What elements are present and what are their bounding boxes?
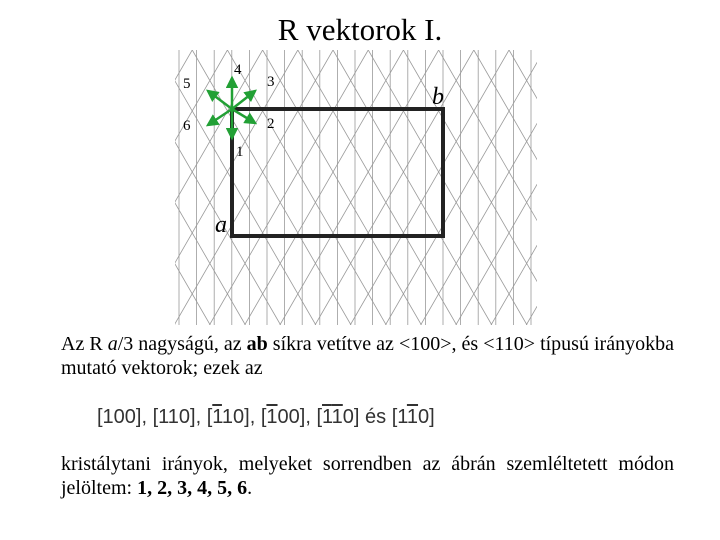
vector-label-6: 6 bbox=[183, 118, 191, 134]
lattice-figure bbox=[175, 50, 537, 325]
direction-3: 10] bbox=[221, 406, 250, 428]
direction-6: 0] bbox=[418, 406, 435, 428]
intro-text-2: /3 nagyságú, az bbox=[117, 333, 247, 355]
vector-5-arrow bbox=[208, 91, 232, 109]
direction-6-bar: 1 bbox=[406, 406, 419, 428]
direction-4-bar: 1 bbox=[266, 406, 278, 428]
vector-2-arrow bbox=[232, 109, 255, 123]
direction-5-bar-2: 1 bbox=[331, 406, 343, 428]
lattice-line bbox=[315, 50, 474, 325]
direction-1: [100] bbox=[97, 406, 142, 428]
point-a-label: a bbox=[215, 212, 227, 238]
paragraph-intro bbox=[61, 332, 674, 380]
direction-2: [110] bbox=[152, 406, 196, 428]
lattice-line bbox=[245, 50, 404, 325]
lattice-grid bbox=[175, 50, 537, 325]
slide-title: R vektorok I. bbox=[277, 12, 443, 47]
direction-formula bbox=[97, 403, 435, 431]
point-b-label: b bbox=[432, 84, 444, 110]
vector-label-4: 4 bbox=[234, 62, 242, 78]
lattice-line bbox=[192, 50, 351, 325]
lattice-line bbox=[368, 50, 527, 325]
lattice-line bbox=[175, 50, 316, 325]
lattice-line bbox=[280, 50, 439, 325]
direction-4: 00] bbox=[277, 406, 306, 428]
formula-separator: , [ bbox=[195, 406, 213, 428]
formula-separator: , bbox=[141, 406, 153, 428]
lattice-line bbox=[175, 50, 281, 325]
intro-lattice-param: a bbox=[107, 333, 118, 355]
lattice-line bbox=[350, 50, 509, 325]
formula-separator: , [ bbox=[305, 406, 323, 428]
paragraph-conclusion bbox=[61, 452, 674, 500]
lattice-line bbox=[263, 50, 422, 325]
lattice-line bbox=[474, 50, 537, 325]
lattice-line bbox=[333, 50, 492, 325]
conclusion-text: kristálytani irányok, melyeket sorrendben az ábrán szemléltetett módon jelöltem: bbox=[61, 453, 674, 499]
vector-label-1: 1 bbox=[236, 144, 244, 160]
conclusion-end: . bbox=[247, 477, 253, 499]
vector-label-3: 3 bbox=[267, 74, 275, 90]
direction-3-bar: 1 bbox=[212, 406, 222, 428]
intro-text-1: Az R bbox=[61, 333, 108, 355]
lattice-line bbox=[227, 50, 386, 325]
direction-5-bar-1: 1 bbox=[322, 406, 332, 428]
vector-label-2: 2 bbox=[267, 116, 275, 132]
lattice-line bbox=[175, 50, 210, 325]
lattice-line bbox=[439, 50, 537, 325]
formula-separator: , [ bbox=[249, 406, 267, 428]
formula-separator: és [1 bbox=[359, 406, 407, 428]
vector-label-5: 5 bbox=[183, 76, 191, 92]
vector-6-arrow bbox=[208, 109, 232, 125]
conclusion-list: 1, 2, 3, 4, 5, 6 bbox=[137, 477, 248, 499]
intro-text-3: síkra vetítve az <100>, és <110> típusú irányokba mutató vektorok; ezek az bbox=[61, 333, 674, 379]
direction-5: 0] bbox=[342, 406, 360, 428]
intro-plane-ab: ab bbox=[246, 333, 268, 355]
vector-3-arrow bbox=[232, 91, 255, 109]
lattice-line bbox=[403, 50, 537, 325]
